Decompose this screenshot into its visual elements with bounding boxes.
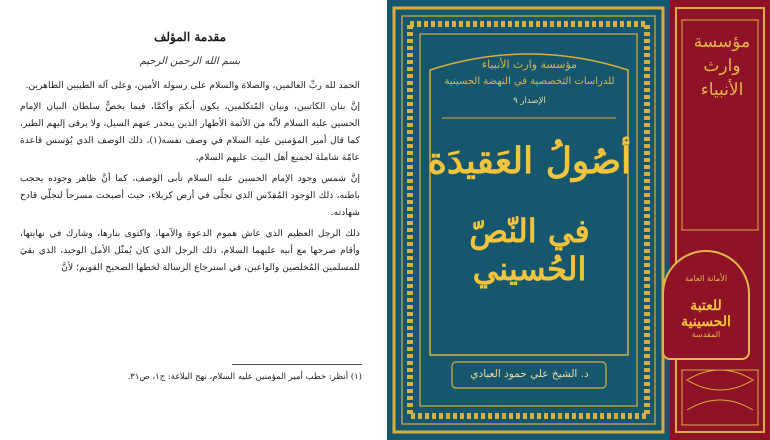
badge-center-text: للعتبة الحسينية xyxy=(681,298,731,330)
book-title-line-2: في النّصّ الحُسيني xyxy=(469,212,590,288)
series-number: الإصدار ٩ xyxy=(513,96,546,106)
paragraph-1: الحمد لله ربِّ العالمين، والصلاة والسلام على رسوله الأمين، وعلى آله الطيبين الطاهرين. xyxy=(25,80,360,91)
footnote: (١) أنظر: خطب أمير المؤمنين عليه السلام، نهج البلاغة: ج١، ص٣١. xyxy=(127,372,362,382)
document-page xyxy=(0,0,382,440)
badge-bottom-text: المقدسة xyxy=(691,330,721,339)
basmala: بسم الله الرحمن الرحيم xyxy=(139,56,241,67)
spine-calligraphy: مؤسسة وارث الأنبياء xyxy=(693,32,751,100)
paragraph-2: إنَّ بنان الكاتبين، وبيان المُتكلمين، يكون أبكمَ وأكمَّا، فيما يخصُّ سلطان البيان الإمام الحسين عليه السلام لأنَّه من الأئمة الأطهار الذين ينحدر عنهم السيل، ولا يرقى إليهم الطير، كما قال أمير المؤمنين عليه السلام في وصف نفسه(١)، ذلك الوصف الذي يُؤسس قاعدة عامّة شاملة لجميع أهل البيت عليهم السلام. xyxy=(20,101,360,163)
paragraph-3: إنَّ شمس وجود الإمام الحسين عليه السلام تأبى الوصف، كما أنَّ ظاهر وجوده يحجب باطنه، ذلك الوجود المُقدّس الذي تجلّى في أرض كربلاء، حيث أصبحت مسرحاً لتجلّي قادح شهادته. xyxy=(20,173,360,218)
publisher-name: مؤسسة وارث الأنبياء xyxy=(481,58,578,71)
shrine-logo-badge xyxy=(662,250,750,360)
book-cover xyxy=(382,0,770,440)
footnote-divider xyxy=(232,364,362,365)
badge-top-text: الأمانة العامة xyxy=(684,274,728,283)
paragraph-4: ذلك الرجل العظيم الذي عاش هموم الدعوة والآمها، واكتوى بنارها، وشارك في نهايتها، وأقام صرحها مع أبيه عليهما السلام، ذلك الرجل الذي كان يُمثّل الأمل الوحيد، الذي بقيَ للمسلمين المُخلصين والواعين، في استرجاع الرسالة لخطها الصحيح القويم؛ لأنَّ xyxy=(20,228,360,273)
publisher-subtitle: للدراسات التخصصية في النهضة الحسينية xyxy=(444,76,615,87)
author-name: د. الشيخ علي حمود العبادي xyxy=(470,368,589,380)
book-title-line-1: أصُولُ العَقيدَة xyxy=(427,140,632,182)
page-body xyxy=(20,30,360,280)
page-heading: مقدمة المؤلف xyxy=(153,30,227,44)
